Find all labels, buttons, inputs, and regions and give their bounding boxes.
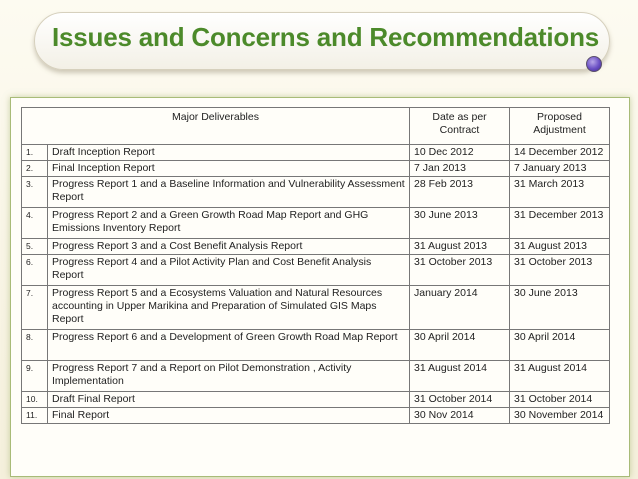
deliverable-name: Final Inception Report <box>48 161 410 177</box>
table-row <box>22 239 610 255</box>
header-date-contract: Date as per Contract <box>410 108 510 145</box>
proposed-date: 31 December 2013 <box>510 208 610 239</box>
proposed-date: 30 April 2014 <box>510 330 610 361</box>
header-major-deliverables: Major Deliverables <box>22 108 410 145</box>
contract-date: 31 August 2013 <box>410 239 510 255</box>
contract-date: January 2014 <box>410 286 510 330</box>
deliverable-name: Progress Report 5 and a Ecosystems Valuation and Natural Resources accounting in Upper Marikina and Preparation of Simulated GIS Maps Report <box>48 286 410 330</box>
table-header-row <box>22 108 610 145</box>
table-row <box>22 330 610 361</box>
table-row <box>22 408 610 424</box>
contract-date: 31 October 2013 <box>410 255 510 286</box>
contract-date: 30 April 2014 <box>410 330 510 361</box>
deliverable-name: Final Report <box>48 408 410 424</box>
deliverable-name: Progress Report 3 and a Cost Benefit Analysis Report <box>48 239 410 255</box>
proposed-date: 31 August 2013 <box>510 239 610 255</box>
table-row <box>22 255 610 286</box>
proposed-date: 30 November 2014 <box>510 408 610 424</box>
table-row <box>22 145 610 161</box>
deliverable-name: Draft Inception Report <box>48 145 410 161</box>
row-number: 9. <box>22 361 48 392</box>
table-row <box>22 286 610 330</box>
row-number: 4. <box>22 208 48 239</box>
table-row <box>22 177 610 208</box>
deliverable-name: Progress Report 6 and a Development of Green Growth Road Map Report <box>48 330 410 361</box>
row-number: 5. <box>22 239 48 255</box>
row-number: 11. <box>22 408 48 424</box>
deliverable-name: Progress Report 7 and a Report on Pilot Demonstration , Activity Implementation <box>48 361 410 392</box>
proposed-date: 31 August 2014 <box>510 361 610 392</box>
deliverable-name: Progress Report 2 and a Green Growth Road Map Report and GHG Emissions Inventory Report <box>48 208 410 239</box>
contract-date: 30 Nov 2014 <box>410 408 510 424</box>
row-number: 10. <box>22 392 48 408</box>
row-number: 7. <box>22 286 48 330</box>
table-row <box>22 161 610 177</box>
deliverable-name: Progress Report 1 and a Baseline Information and Vulnerability Assessment Report <box>48 177 410 208</box>
proposed-date: 7 January 2013 <box>510 161 610 177</box>
row-number: 1. <box>22 145 48 161</box>
contract-date: 30 June 2013 <box>410 208 510 239</box>
contract-date: 7 Jan 2013 <box>410 161 510 177</box>
proposed-date: 31 October 2014 <box>510 392 610 408</box>
proposed-date: 31 October 2013 <box>510 255 610 286</box>
row-number: 8. <box>22 330 48 361</box>
proposed-date: 31 March 2013 <box>510 177 610 208</box>
contract-date: 31 October 2014 <box>410 392 510 408</box>
deliverable-name: Progress Report 4 and a Pilot Activity Plan and Cost Benefit Analysis Report <box>48 255 410 286</box>
contract-date: 28 Feb 2013 <box>410 177 510 208</box>
proposed-date: 14 December 2012 <box>510 145 610 161</box>
row-number: 2. <box>22 161 48 177</box>
contract-date: 10 Dec 2012 <box>410 145 510 161</box>
row-number: 6. <box>22 255 48 286</box>
proposed-date: 30 June 2013 <box>510 286 610 330</box>
deliverables-table <box>21 107 610 424</box>
contract-date: 31 August 2014 <box>410 361 510 392</box>
table-row <box>22 361 610 392</box>
slide-title: Issues and Concerns and Recommendations <box>52 22 600 52</box>
title-bullet-icon <box>586 56 602 72</box>
row-number: 3. <box>22 177 48 208</box>
table-row <box>22 208 610 239</box>
header-proposed-adjustment: Proposed Adjustment <box>510 108 610 145</box>
deliverable-name: Draft Final Report <box>48 392 410 408</box>
table-row <box>22 392 610 408</box>
